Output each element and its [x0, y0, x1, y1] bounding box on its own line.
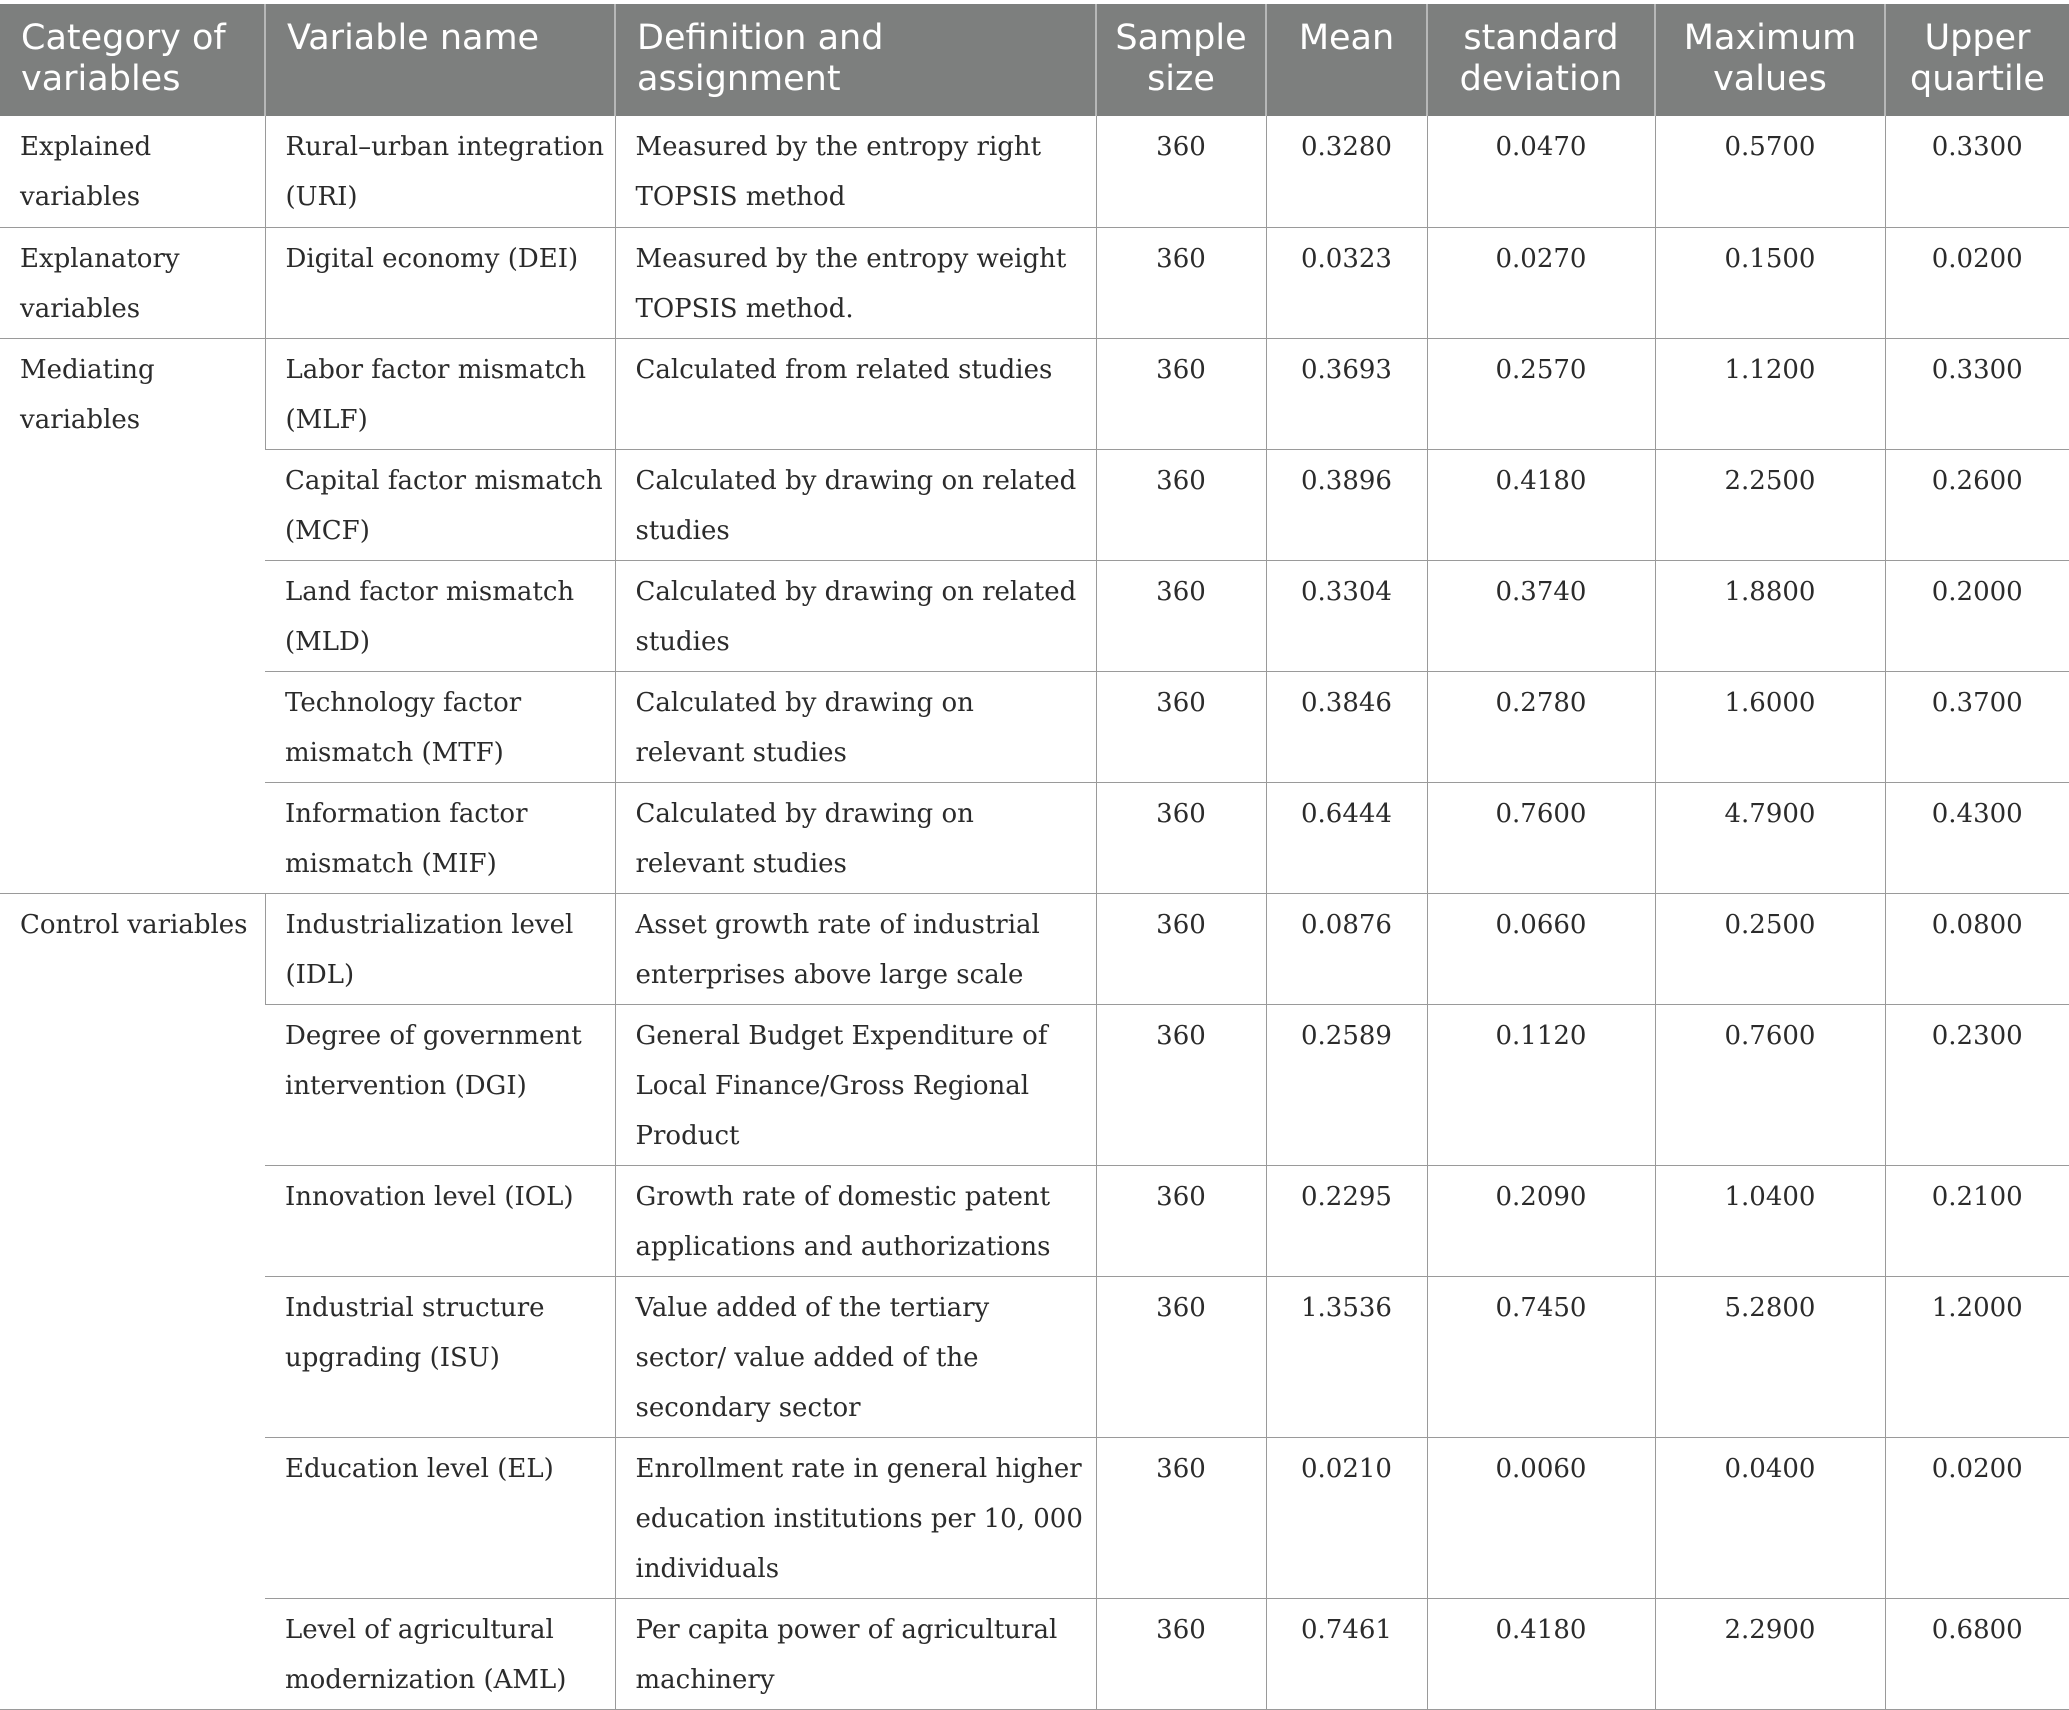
category-cell: Mediating variables	[0, 338, 265, 893]
sample-size-cell: 360	[1096, 782, 1266, 893]
sd-cell: 0.2570	[1427, 338, 1655, 449]
sample-size-cell: 360	[1096, 1165, 1266, 1276]
upper-quartile-cell: 0.3700	[1885, 671, 2069, 782]
table-row	[0, 227, 2069, 338]
table-body	[0, 116, 2069, 1709]
upper-quartile-cell: 0.2100	[1885, 1165, 2069, 1276]
header-row	[0, 4, 2069, 116]
definition-cell: Enrollment rate in general higher education institutions per 10, 000 individuals	[615, 1437, 1096, 1598]
mean-cell: 0.2589	[1266, 1004, 1427, 1165]
upper-quartile-cell: 0.0800	[1885, 893, 2069, 1004]
mean-cell: 0.6444	[1266, 782, 1427, 893]
mean-cell: 0.3896	[1266, 449, 1427, 560]
mean-cell: 0.3846	[1266, 671, 1427, 782]
definition-cell: Measured by the entropy weight TOPSIS method.	[615, 227, 1096, 338]
definition-cell: Value added of the tertiary sector/ value added of the secondary sector	[615, 1276, 1096, 1437]
sd-cell: 0.4180	[1427, 1598, 1655, 1709]
definition-cell: Asset growth rate of industrial enterprises above large scale	[615, 893, 1096, 1004]
definition-cell: Growth rate of domestic patent applications and authorizations	[615, 1165, 1096, 1276]
max-cell: 0.5700	[1655, 116, 1885, 227]
max-cell: 1.0400	[1655, 1165, 1885, 1276]
mean-cell: 0.3280	[1266, 116, 1427, 227]
variable-name-cell: Information factor mismatch (MIF)	[265, 782, 615, 893]
sd-cell: 0.2780	[1427, 671, 1655, 782]
mean-cell: 1.3536	[1266, 1276, 1427, 1437]
header-maximum-values: Maximum values	[1655, 4, 1885, 116]
max-cell: 1.1200	[1655, 338, 1885, 449]
header-standard-deviation: standard deviation	[1427, 4, 1655, 116]
header-upper-quartile: Upper quartile	[1885, 4, 2069, 116]
definition-cell: Calculated from related studies	[615, 338, 1096, 449]
header-sample-size: Sample size	[1096, 4, 1266, 116]
table-row	[0, 1437, 2069, 1598]
variable-name-cell: Level of agricultural modernization (AML)	[265, 1598, 615, 1709]
mean-cell: 0.7461	[1266, 1598, 1427, 1709]
definition-cell: Measured by the entropy right TOPSIS method	[615, 116, 1096, 227]
sample-size-cell: 360	[1096, 1004, 1266, 1165]
category-cell: Explanatory variables	[0, 227, 265, 338]
sample-size-cell: 360	[1096, 1598, 1266, 1709]
upper-quartile-cell: 0.3300	[1885, 338, 2069, 449]
upper-quartile-cell: 0.0200	[1885, 227, 2069, 338]
upper-quartile-cell: 1.2000	[1885, 1276, 2069, 1437]
mean-cell: 0.2295	[1266, 1165, 1427, 1276]
max-cell: 0.7600	[1655, 1004, 1885, 1165]
max-cell: 1.8800	[1655, 560, 1885, 671]
sd-cell: 0.4180	[1427, 449, 1655, 560]
descriptive-statistics-table	[0, 4, 2069, 1710]
mean-cell: 0.3304	[1266, 560, 1427, 671]
max-cell: 1.6000	[1655, 671, 1885, 782]
sd-cell: 0.1120	[1427, 1004, 1655, 1165]
sd-cell: 0.0060	[1427, 1437, 1655, 1598]
sd-cell: 0.0470	[1427, 116, 1655, 227]
table-row	[0, 338, 2069, 449]
max-cell: 0.2500	[1655, 893, 1885, 1004]
category-cell: Explained variables	[0, 116, 265, 227]
mean-cell: 0.0323	[1266, 227, 1427, 338]
upper-quartile-cell: 0.0200	[1885, 1437, 2069, 1598]
mean-cell: 0.0876	[1266, 893, 1427, 1004]
table-row	[0, 1276, 2069, 1437]
max-cell: 2.2900	[1655, 1598, 1885, 1709]
header-category: Category of variables	[0, 4, 265, 116]
variable-name-cell: Degree of government intervention (DGI)	[265, 1004, 615, 1165]
mean-cell: 0.3693	[1266, 338, 1427, 449]
sample-size-cell: 360	[1096, 116, 1266, 227]
definition-cell: General Budget Expenditure of Local Finance/Gross Regional Product	[615, 1004, 1096, 1165]
definition-cell: Per capita power of agricultural machinery	[615, 1598, 1096, 1709]
header-variable-name: Variable name	[265, 4, 615, 116]
variable-name-cell: Rural–urban integration (URI)	[265, 116, 615, 227]
definition-cell: Calculated by drawing on related studies	[615, 449, 1096, 560]
upper-quartile-cell: 0.3300	[1885, 116, 2069, 227]
sd-cell: 0.7450	[1427, 1276, 1655, 1437]
upper-quartile-cell: 0.4300	[1885, 782, 2069, 893]
sample-size-cell: 360	[1096, 1276, 1266, 1437]
variable-name-cell: Labor factor mismatch (MLF)	[265, 338, 615, 449]
upper-quartile-cell: 0.6800	[1885, 1598, 2069, 1709]
category-cell: Control variables	[0, 893, 265, 1709]
sd-cell: 0.7600	[1427, 782, 1655, 893]
sd-cell: 0.2090	[1427, 1165, 1655, 1276]
sample-size-cell: 360	[1096, 671, 1266, 782]
variable-name-cell: Innovation level (IOL)	[265, 1165, 615, 1276]
sample-size-cell: 360	[1096, 560, 1266, 671]
table-row	[0, 449, 2069, 560]
sample-size-cell: 360	[1096, 338, 1266, 449]
variable-name-cell: Industrial structure upgrading (ISU)	[265, 1276, 615, 1437]
sd-cell: 0.3740	[1427, 560, 1655, 671]
table-row	[0, 782, 2069, 893]
variable-name-cell: Technology factor mismatch (MTF)	[265, 671, 615, 782]
table-row	[0, 1598, 2069, 1709]
variable-name-cell: Education level (EL)	[265, 1437, 615, 1598]
header-definition: Definition and assignment	[615, 4, 1096, 116]
table-row	[0, 1165, 2069, 1276]
sample-size-cell: 360	[1096, 1437, 1266, 1598]
sample-size-cell: 360	[1096, 227, 1266, 338]
variable-name-cell: Land factor mismatch (MLD)	[265, 560, 615, 671]
definition-cell: Calculated by drawing on related studies	[615, 560, 1096, 671]
sd-cell: 0.0660	[1427, 893, 1655, 1004]
max-cell: 2.2500	[1655, 449, 1885, 560]
table-row	[0, 671, 2069, 782]
sample-size-cell: 360	[1096, 893, 1266, 1004]
variable-name-cell: Digital economy (DEI)	[265, 227, 615, 338]
sample-size-cell: 360	[1096, 449, 1266, 560]
variable-name-cell: Industrialization level (IDL)	[265, 893, 615, 1004]
definition-cell: Calculated by drawing on relevant studies	[615, 671, 1096, 782]
mean-cell: 0.0210	[1266, 1437, 1427, 1598]
header-mean: Mean	[1266, 4, 1427, 116]
variable-name-cell: Capital factor mismatch (MCF)	[265, 449, 615, 560]
definition-cell: Calculated by drawing on relevant studies	[615, 782, 1096, 893]
upper-quartile-cell: 0.2000	[1885, 560, 2069, 671]
max-cell: 0.0400	[1655, 1437, 1885, 1598]
sd-cell: 0.0270	[1427, 227, 1655, 338]
max-cell: 0.1500	[1655, 227, 1885, 338]
table-row	[0, 560, 2069, 671]
upper-quartile-cell: 0.2300	[1885, 1004, 2069, 1165]
max-cell: 4.7900	[1655, 782, 1885, 893]
upper-quartile-cell: 0.2600	[1885, 449, 2069, 560]
table-row	[0, 1004, 2069, 1165]
table-row	[0, 893, 2069, 1004]
table-row	[0, 116, 2069, 227]
max-cell: 5.2800	[1655, 1276, 1885, 1437]
